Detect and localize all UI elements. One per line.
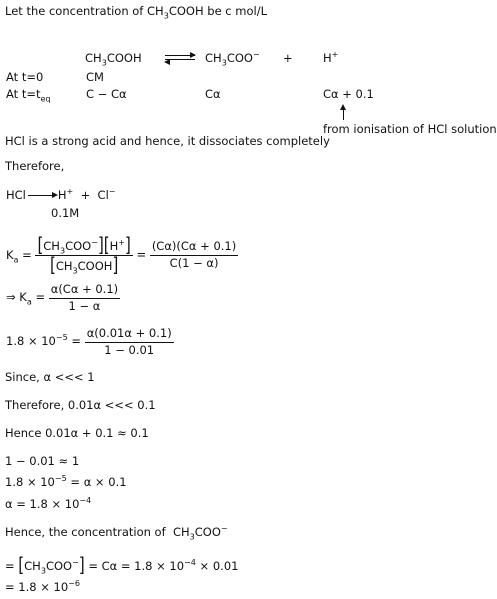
- final-rhs-tail: × 0.01: [195, 559, 239, 573]
- eq-a-rhs: = α × 0.1: [66, 475, 127, 489]
- implies-sub: a: [26, 297, 32, 307]
- hcl-p2: Cl: [97, 188, 109, 202]
- row2-reactant: C − Cα: [86, 87, 127, 101]
- hence-conc-line: Hence, the concentration of $CH_3COO^-$: [5, 524, 228, 542]
- ka-rhs-fraction: [150, 241, 238, 269]
- annotation: from ionisation of HCl solution: [323, 122, 497, 136]
- hcl-p2-charge: −: [108, 187, 116, 197]
- eq-b-exp: −4: [79, 496, 92, 506]
- proton-symbol: H: [323, 51, 332, 65]
- row1-label: At t=0: [6, 70, 44, 84]
- hcl-p1: H: [57, 188, 67, 202]
- implies-fraction: [49, 284, 120, 312]
- approx-line: 1 − 0.01 ≈ 1: [5, 454, 80, 468]
- reaction-product-acetate: $CH_3COO^-$: [205, 50, 260, 68]
- numeric-lhs-text: 1.8 × 10: [6, 334, 56, 349]
- hcl-dissociation: [6, 187, 116, 202]
- numeric-fraction: [85, 328, 174, 356]
- hcl-lhs: HCl: [6, 188, 26, 202]
- implies-expression: [6, 284, 120, 312]
- ka-numerator: $[CH_3COO^-][H^+]$: [37, 233, 131, 257]
- eq-a-line: [5, 474, 127, 489]
- implies-den: 1 − α: [68, 298, 101, 313]
- ka-denominator: $[CH_3COOH]$: [50, 253, 119, 277]
- implies-k: ⇒ K: [6, 290, 27, 305]
- numeric-lhs-exp: −5: [55, 333, 68, 343]
- final-line: = $[CH_3COO^-] = C\alpha = 1.8 \times 10^{-4} \times 0.01$: [5, 553, 239, 577]
- intro-label: Let the concentration of $CH_3COOH$ be c mol/L: [5, 4, 267, 21]
- ka-num-right-charge: +: [118, 238, 126, 248]
- row2-product2: Cα + 0.1: [323, 87, 374, 101]
- hcl-plus: +: [80, 188, 91, 202]
- ka-k: K: [6, 247, 14, 262]
- eq-a-exp: −5: [54, 474, 67, 484]
- ka-sub: a: [13, 255, 19, 264]
- result-line: [5, 579, 81, 594]
- result-text: = 1.8 × 10: [5, 580, 69, 594]
- ka-symbol: $K_a$ =: [6, 247, 32, 264]
- ka-fraction: [35, 233, 132, 277]
- eq-b-line: [5, 496, 92, 511]
- intro-text: [5, 4, 267, 21]
- implies-num: α(Cα + 0.1): [49, 284, 120, 299]
- therefore-line: Therefore, 0.01α <<< 0.1: [5, 398, 156, 412]
- ka-expression: $K_a$ = $\frac{[CH_3COO^-][H^+]}{[CH_3COOH]}$ = $\frac{(C\alpha)(C\alpha + 0.1)}{C(1 - \alpha)}$: [6, 233, 237, 277]
- right-arrow-icon: [28, 195, 56, 196]
- hcl-concentration: 0.1M: [51, 206, 80, 220]
- row2-product1: Cα: [205, 87, 221, 101]
- since-line: Since, α <<< 1: [5, 370, 95, 384]
- row2-label-text: At t=t: [6, 87, 41, 101]
- final-rhs-exp: −4: [184, 558, 196, 568]
- row2-label-sub: eq: [40, 94, 51, 104]
- reaction-reactant: $CH_3COOH$: [85, 51, 142, 68]
- eq-b-lhs: α = 1.8 × 10: [5, 497, 80, 511]
- acetate-charge: −: [252, 50, 260, 60]
- equilibrium-arrow: [165, 53, 195, 65]
- row1-reactant: CM: [86, 70, 104, 84]
- numeric-den: 1 − 0.01: [104, 342, 155, 357]
- ka-num-right: H: [109, 239, 119, 253]
- hcl-p1-charge: +: [66, 187, 74, 197]
- numeric-expression: [6, 328, 174, 356]
- up-arrow-icon: [343, 108, 344, 120]
- ka-rhs-num: (Cα)(Cα + 0.1): [150, 241, 238, 256]
- reaction-plus: +: [283, 51, 293, 65]
- eq-a-lhs: 1.8 × 10: [5, 475, 55, 489]
- numeric-lhs: $1.8 \times 10^{-5}$ =: [6, 333, 82, 349]
- final-rhs: = Cα = 1.8 × 10: [88, 559, 185, 573]
- hence-line: Hence 0.01α + 0.1 ≈ 0.1: [5, 426, 149, 440]
- numeric-num: α(0.01α + 0.1): [85, 328, 174, 343]
- ka-rhs-den: C(1 − α): [169, 255, 219, 270]
- implies-eq: =: [35, 290, 46, 305]
- implies-prefix: [6, 290, 46, 307]
- therefore-label: Therefore,: [5, 159, 65, 173]
- final-charge: −: [72, 558, 79, 568]
- hence-conc-charge: −: [220, 524, 228, 534]
- proton-charge: +: [331, 50, 339, 60]
- ka-num-left-charge: −: [91, 238, 98, 248]
- reaction-product-proton: [323, 50, 339, 65]
- hcl-statement: HCl is a strong acid and hence, it dissociates completely: [5, 134, 330, 148]
- row2-label: [6, 87, 51, 104]
- result-exp: −6: [68, 579, 81, 589]
